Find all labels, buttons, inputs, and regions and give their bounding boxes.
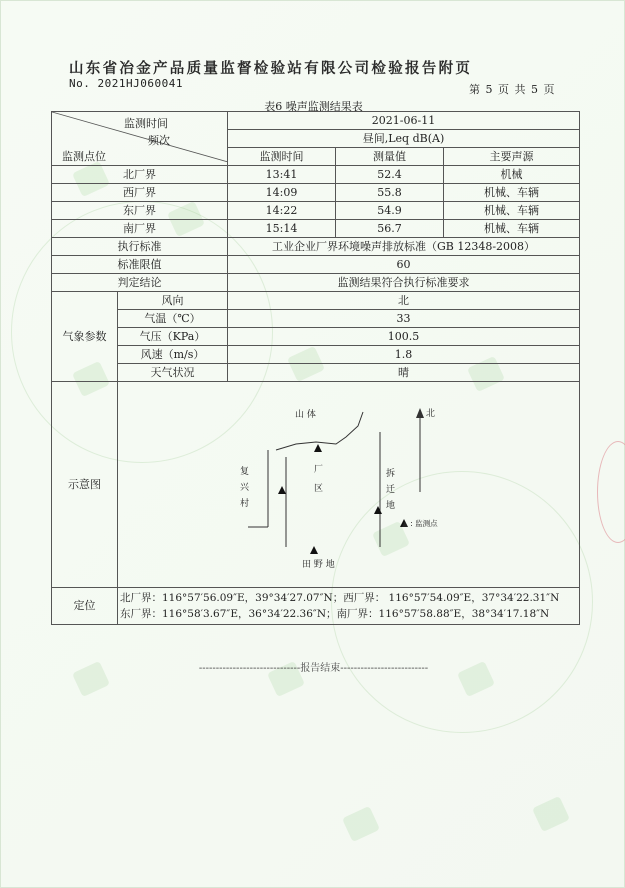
weather-param-label: 风向 (118, 292, 228, 310)
diagonal-header-cell (52, 112, 228, 166)
weather-label: 气象参数 (52, 292, 118, 382)
map-mountain-label: 山 体 (295, 410, 316, 420)
weather-param-label: 天气状况 (118, 364, 228, 382)
report-title: 山东省冶金产品质量监督检验站有限公司检验报告附页 (69, 61, 473, 77)
site-sketch (118, 382, 580, 588)
map-area-label: 地 (386, 501, 396, 511)
conclusion-label: 判定结论 (52, 274, 228, 292)
map-area-label: 拆 (386, 469, 396, 479)
row-source: 机械 (444, 166, 580, 184)
table-row (52, 220, 580, 238)
row-time: 14:09 (228, 184, 336, 202)
weather-param-label: 气温（℃） (118, 310, 228, 328)
site-sketch-drawing (118, 382, 578, 587)
page-number: 第 5 页 共 5 页 (469, 83, 556, 96)
monitor-point-south (310, 546, 318, 554)
row-time: 14:22 (228, 202, 336, 220)
conclusion-value: 监测结果符合执行标准要求 (228, 274, 580, 292)
weather-param-label: 风速（m/s） (118, 346, 228, 364)
table-row (52, 166, 580, 184)
table-caption: 表6 噪声监测结果表 (264, 100, 363, 113)
map-village-label: 复 (240, 467, 250, 477)
map-factory-label: 厂 (314, 465, 324, 475)
report-number: No. 2021HJ060041 (69, 77, 183, 90)
weather-param-label: 气压（KPa） (118, 328, 228, 346)
monitor-period: 昼间,Leq dB(A) (228, 130, 580, 148)
row-value: 55.8 (336, 184, 444, 202)
map-label: 示意图 (52, 382, 118, 588)
row-value: 52.4 (336, 166, 444, 184)
location-line: 东厂界：116°58′3.67″E，36°34′22.36″N；南厂界：116°57′58.88″E，38°34′17.18″N (120, 608, 550, 620)
row-source: 机械、车辆 (444, 220, 580, 238)
row-time: 15:14 (228, 220, 336, 238)
row-point: 西厂界 (52, 184, 228, 202)
header-monitor-point: 监测点位 (62, 150, 106, 163)
weather-param-value: 100.5 (228, 328, 580, 346)
map-area-label: 迁 (386, 485, 396, 495)
map-village-label: 村 (240, 499, 250, 509)
monitor-point-east (374, 506, 382, 514)
weather-param-value: 晴 (228, 364, 580, 382)
row-value: 54.9 (336, 202, 444, 220)
map-factory-label: 区 (314, 484, 324, 494)
limit-label: 标准限值 (52, 256, 228, 274)
weather-param-value: 33 (228, 310, 580, 328)
header-frequency: 频次 (148, 134, 170, 147)
standard-label: 执行标准 (52, 238, 228, 256)
standard-value: 工业企业厂界环境噪声排放标准（GB 12348-2008） (228, 238, 580, 256)
map-north-label: 北 (426, 409, 436, 419)
row-point: 南厂界 (52, 220, 228, 238)
map-legend: ▲ : 监测点 (402, 519, 438, 528)
row-point: 东厂界 (52, 202, 228, 220)
weather-param-value: 1.8 (228, 346, 580, 364)
location-line: 北厂界：116°57′56.09″E，39°34′27.07″N；西厂界： 116°57′54.09″E，37°34′22.31″N (120, 592, 560, 604)
row-source: 机械、车辆 (444, 184, 580, 202)
row-time: 13:41 (228, 166, 336, 184)
limit-value: 60 (228, 256, 580, 274)
watermark-logo (532, 796, 570, 832)
table-row (52, 184, 580, 202)
seal-edge (597, 441, 625, 543)
monitor-date: 2021-06-11 (228, 112, 580, 130)
map-village-label: 兴 (240, 483, 250, 493)
monitor-point-west (278, 486, 286, 494)
col-header-source: 主要声源 (444, 148, 580, 166)
noise-results-table (51, 111, 580, 625)
row-source: 机械、车辆 (444, 202, 580, 220)
row-value: 56.7 (336, 220, 444, 238)
location-label: 定位 (52, 588, 118, 625)
weather-param-value: 北 (228, 292, 580, 310)
report-end-marker: ------------------------------报告结束-------------------------- (198, 663, 429, 674)
watermark-logo (342, 806, 380, 842)
table-row (52, 202, 580, 220)
row-point: 北厂界 (52, 166, 228, 184)
header-monitor-time: 监测时间 (124, 117, 168, 130)
location-cell (118, 588, 580, 625)
col-header-time: 监测时间 (228, 148, 336, 166)
col-header-value: 测量值 (336, 148, 444, 166)
map-field-label: 田 野 地 (302, 560, 335, 570)
monitor-point-north (314, 444, 322, 452)
